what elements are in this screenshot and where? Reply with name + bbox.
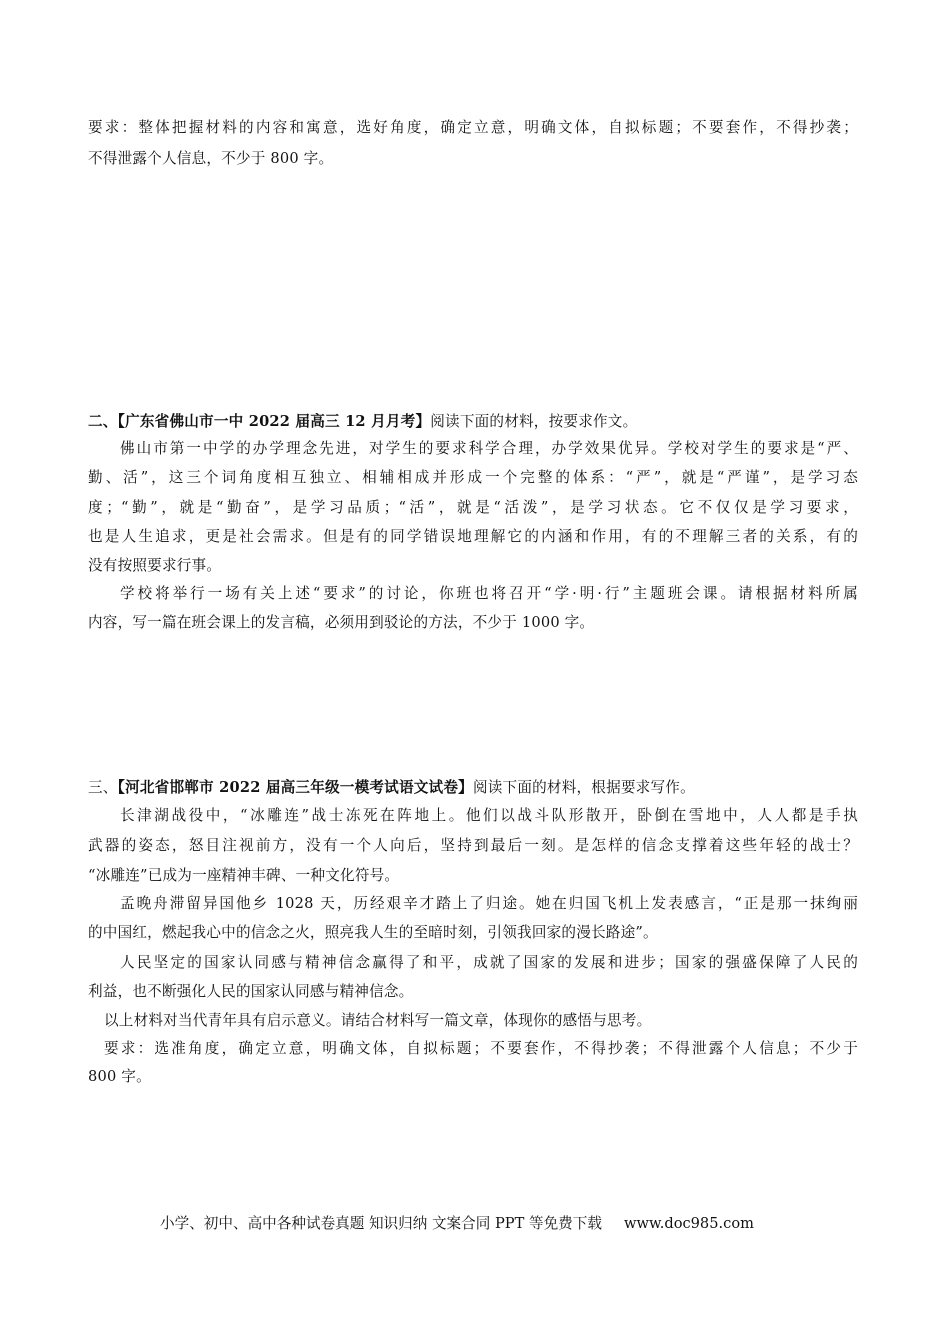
section3-p3-line2: 利益，也不断强化人民的国家认同感与精神信念。 <box>88 983 414 1000</box>
page-footer <box>160 1214 754 1234</box>
section2-source: 【广东省佛山市一中 2022 届高三 12 月月考】 <box>117 413 431 430</box>
footer-text: 小学、初中、高中各种试卷真题 知识归纳 文案合同 PPT 等免费下载 <box>160 1215 602 1232</box>
section3-p1-line3: “冰雕连”已成为一座精神丰碑、一种文化符号。 <box>88 867 400 884</box>
section3-heading <box>88 778 695 798</box>
section2-heading <box>88 412 637 432</box>
section3-p2-line1: 孟晚舟滞留异国他乡 1028 天，历经艰辛才踏上了归途。她在归国飞机上发表感言，“正是那一抹绚丽 <box>120 895 858 912</box>
section3-number: 三、 <box>88 779 118 796</box>
section3-requirement-line1: 要求：选准角度，确定立意，明确文体，自拟标题；不要套作，不得抄袭；不得泄露个人信息；不少于 <box>104 1040 858 1057</box>
section2-p1-line5: 没有按照要求行事。 <box>88 557 222 574</box>
section3-p1-line1: 长津湖战役中，“冰雕连”战士冻死在阵地上。他们以战斗队形散开，卧倒在雪地中，人人都是手执 <box>120 807 858 824</box>
section2-instruction: 阅读下面的材料，按要求作文。 <box>430 413 638 430</box>
section3-p4: 以上材料对当代青年具有启示意义。请结合材料写一篇文章，体现你的感悟与思考。 <box>104 1012 652 1029</box>
section2-p1-line1: 佛山市第一中学的办学理念先进，对学生的要求科学合理，办学效果优异。学校对学生的要求是“严、 <box>120 440 858 457</box>
section2-p2-line1: 学校将举行一场有关上述“要求”的讨论，你班也将召开“学·明·行”主题班会课。请根据材料所属 <box>120 585 858 602</box>
section3-p2-line2: 的中国红，燃起我心中的信念之火，照亮我人生的至暗时刻，引领我回家的漫长路途”。 <box>88 924 658 941</box>
section2-p1-line2: 勤、活”，这三个词角度相互独立、相辅相成并形成一个完整的体系：“严”，就是“严谨”，是学习态 <box>88 469 858 486</box>
section2-p1-line3: 度；“勤”，就是“勤奋”，是学习品质；“活”，就是“活泼”，是学习状态。它不仅仅是学习要求， <box>88 499 858 516</box>
section2-number: 二、 <box>88 413 118 430</box>
section3-p1-line2: 武器的姿态，怒目注视前方，没有一个人向后，坚持到最后一刻。是怎样的信念支撑着这些年轻的战士？ <box>88 837 858 854</box>
section1-requirement-line2: 不得泄露个人信息，不少于 800 字。 <box>88 150 334 167</box>
section2-p2-line2: 内容，写一篇在班会课上的发言稿，必须用到驳论的方法，不少于 1000 字。 <box>88 614 595 631</box>
section3-requirement-line2: 800 字。 <box>88 1068 151 1085</box>
section3-p3-line1: 人民坚定的国家认同感与精神信念赢得了和平，成就了国家的发展和进步；国家的强盛保障了人民的 <box>120 954 858 971</box>
section3-source: 【河北省邯郸市 2022 届高三年级一模考试语文试卷】 <box>117 779 473 796</box>
footer-url: www.doc985.com <box>623 1215 754 1232</box>
section3-instruction: 阅读下面的材料，根据要求写作。 <box>472 779 695 796</box>
section1-requirement-line1: 要求：整体把握材料的内容和寓意，选好角度，确定立意，明确文体，自拟标题；不要套作，不得抄袭； <box>88 119 858 136</box>
section2-p1-line4: 也是人生追求，更是社会需求。但是有的同学错误地理解它的内涵和作用，有的不理解三者的关系，有的 <box>88 528 858 545</box>
